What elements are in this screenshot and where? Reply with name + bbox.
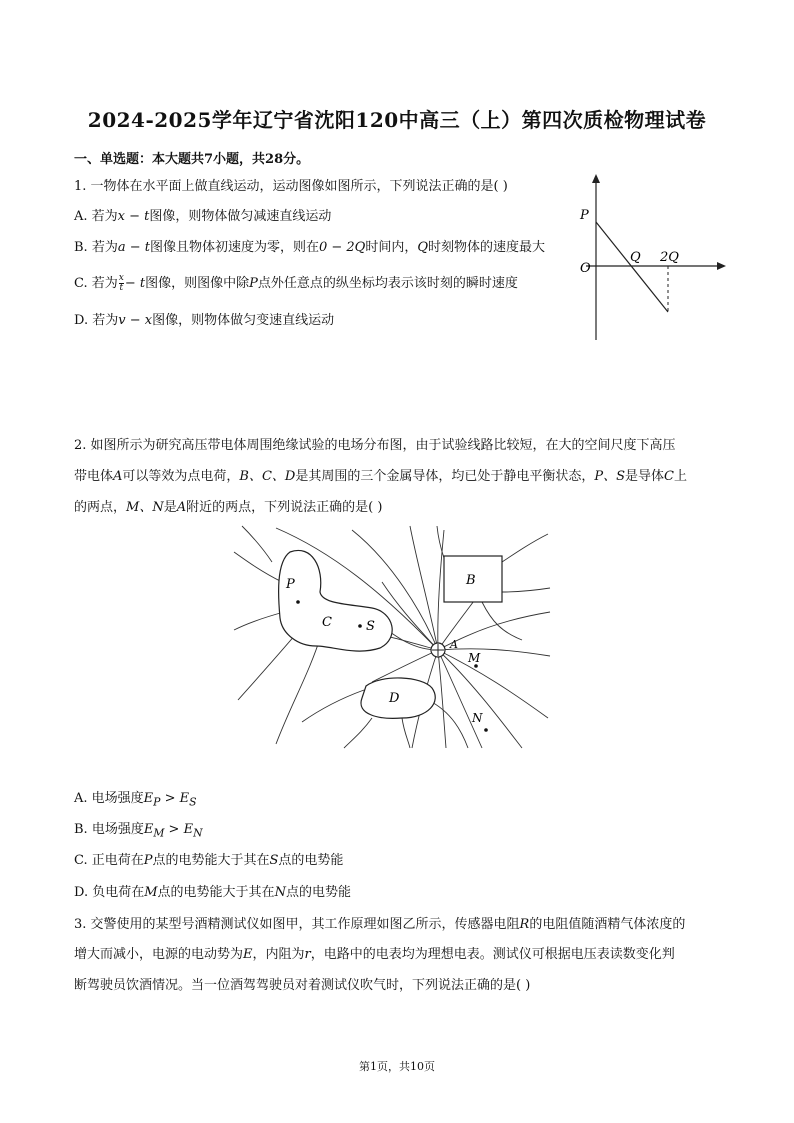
graph-label-p: P [580, 208, 589, 223]
q1-option-d: D. 若为v − x图像，则物体做匀变速直线运动 [74, 313, 335, 328]
q1-option-b: B. 若为a − t图像且物体初速度为零，则在0 − 2Q时间内，Q时刻物体的速度最大 [74, 240, 546, 255]
q2-option-a: A. 电场强度$E_P > E_S$ [74, 791, 197, 809]
q2-electric-field-figure [232, 522, 552, 750]
q1-stem: 1. 一物体在水平面上做直线运动，运动图像如图所示，下列说法正确的是( ) [74, 179, 508, 194]
page-footer: 第1页，共10页 [359, 1060, 435, 1073]
q2-option-c: C. 正电荷在P点的电势能大于其在S点的电势能 [74, 853, 344, 868]
q3-stem-line1: 3. 交警使用的某型号酒精测试仪如图甲，其工作原理如图乙所示，传感器电阻R的电阻值随酒精气体浓度的 [74, 917, 686, 932]
graph-label-q: Q [630, 250, 641, 265]
q3-stem-line3: 断驾驶员饮酒情况。当一位酒驾驾驶员对着测试仪吹气时，下列说法正确的是( ) [74, 978, 531, 993]
label-d: D [389, 691, 400, 706]
q2-option-d: D. 负电荷在M点的电势能大于其在N点的电势能 [74, 885, 351, 900]
q2-stem-line3: 的两点，M、N是A附近的两点，下列说法正确的是( ) [74, 500, 383, 515]
q2-stem-line1: 2. 如图所示为研究高压带电体周围绝缘试验的电场分布图，由于试验线路比较短，在大的空间尺度下高压 [74, 438, 676, 453]
conductor-c [279, 550, 393, 651]
q1-option-a: A. 若为x − t图像，则物体做匀减速直线运动 [74, 209, 332, 224]
q1-option-c: C. 若为 $\frac{x}{t}$ − t图像，则图像中除P点外任意点的纵坐标均表示该时刻的瞬时速度 [74, 273, 518, 293]
label-c: C [322, 615, 332, 630]
q2-stem-line2: 带电体A可以等效为点电荷，B、C、D是其周围的三个金属导体，均已处于静电平衡状态，P、S是导体C上 [74, 469, 688, 484]
label-p: P [286, 577, 295, 592]
label-s: S [366, 619, 375, 634]
section-heading: 一、单选题：本大题共7小题，共28分。 [74, 152, 310, 167]
label-n: N [472, 711, 483, 725]
q2-option-b: B. 电场强度$E_M > E_N$ [74, 822, 203, 840]
label-b: B [466, 573, 476, 588]
q3-stem-line2: 增大而减小，电源的电动势为E，内阻为r，电路中的电表均为理想电表。测试仪可根据电压表读数变化判 [74, 947, 675, 962]
label-m: M [468, 651, 481, 665]
graph-label-o: O [580, 261, 591, 276]
graph-label-2q: 2Q [660, 250, 679, 265]
q1-motion-graph [572, 172, 732, 344]
label-a: A [450, 638, 458, 651]
exam-title: 2024-2025学年辽宁省沈阳120中高三（上）第四次质检物理试卷 [87, 108, 707, 132]
fraction-x-over-t: $\frac{x}{t}$ [118, 273, 124, 293]
